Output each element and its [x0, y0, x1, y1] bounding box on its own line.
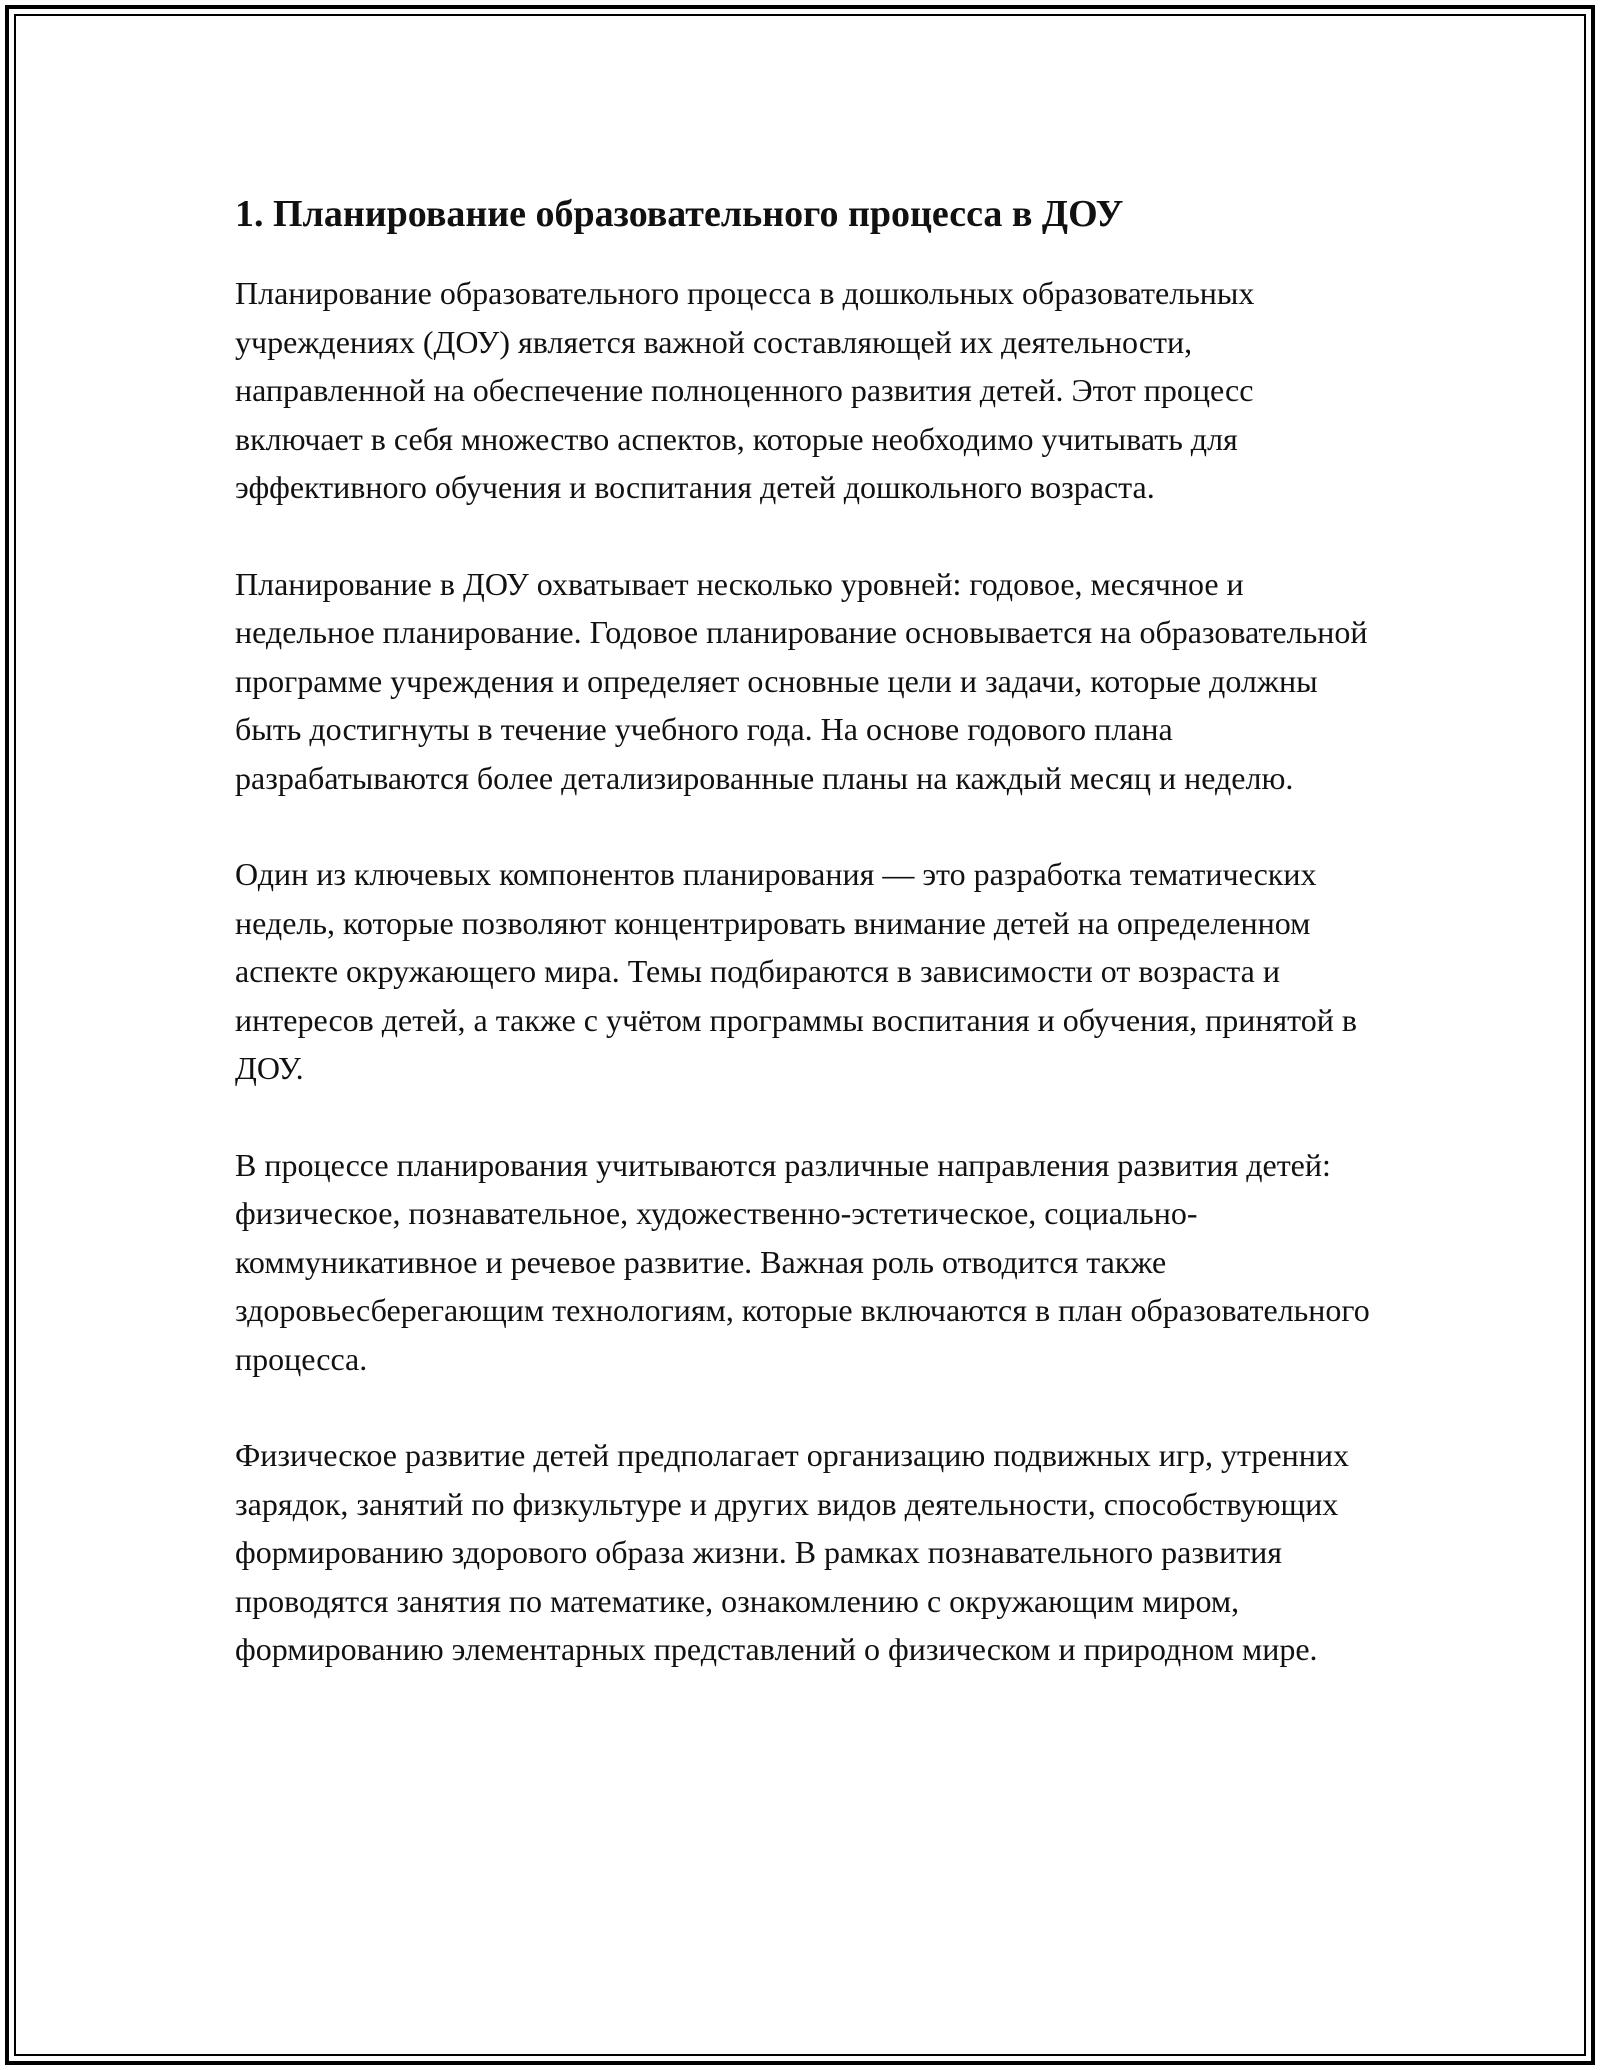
- paragraph-thematic-weeks: Один из ключевых компонентов планирования — это разработка тематических недель, которые позволяют концентрировать внимание детей на определенном аспекте окружающего мира. Темы подбираются в зависимости от возраста и интересов детей, а также с учётом программы воспитания и обучения, принятой в ДОУ.: [235, 856, 1357, 1086]
- paragraph-intro: Планирование образовательного процесса в дошкольных образовательных учреждениях (ДОУ) является важной составляющей их деятельности, направленной на обеспечение полноценного развития детей. Этот процесс включает в себя множество аспектов, которые необходимо учитывать для эффективного обучения и воспитания детей дошкольного возраста.: [235, 275, 1255, 505]
- document-body: [235, 185, 1370, 1674]
- section-heading: 1. Планирование образовательного процесса в ДОУ: [235, 193, 1124, 235]
- paragraph-planning-levels: Планирование в ДОУ охватывает несколько уровней: годовое, месячное и недельное планирование. Годовое планирование основывается на образовательной программе учреждения и определяет основные цели и задачи, которые должны быть достигнуты в течение учебного года. На основе годового плана разрабатываются более детализированные планы на каждый месяц и неделю.: [235, 565, 1368, 796]
- paragraph-development-directions: В процессе планирования учитываются различные направления развития детей: физическое, познавательное, художественно-эстетическое, социально-коммуникативное и речевое развитие. Важная роль отводится также здоровьесберегающим технологиям, которые включаются в план образовательного процесса.: [235, 1146, 1370, 1377]
- paragraph-physical-development: Физическое развитие детей предполагает организацию подвижных игр, утренних зарядок, занятий по физкультуре и других видов деятельности, способствующих формированию здорового образа жизни. В рамках познавательного развития проводятся занятия по математике, ознакомлению с окружающим миром, формированию элементарных представлений о физическом и природном мире.: [235, 1437, 1349, 1667]
